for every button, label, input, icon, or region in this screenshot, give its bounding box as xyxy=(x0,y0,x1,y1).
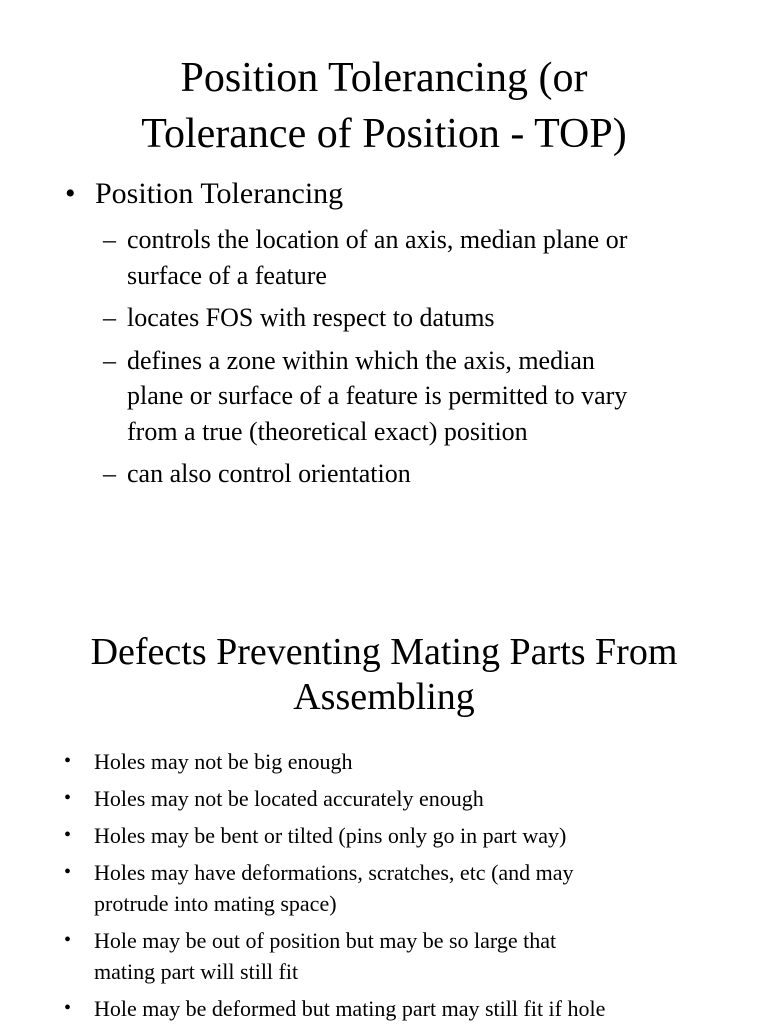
list-item xyxy=(64,820,724,851)
sub-bullet-item xyxy=(103,300,723,336)
title-line: Defects Preventing Mating Parts From xyxy=(90,631,678,673)
title-line: Position Tolerancing (or xyxy=(180,55,588,101)
sub-bullet-line: plane or surface of a feature is permitted to vary xyxy=(127,381,628,410)
list-item-line: Holes may have deformations, scratches, etc (and may xyxy=(94,860,574,885)
list-item-line: protrude into mating space) xyxy=(94,891,337,916)
sub-bullet-line: controls the location of an axis, median plane or xyxy=(127,225,628,254)
sub-bullet-item xyxy=(103,343,723,450)
sub-bullet-list xyxy=(103,222,723,499)
bullet-dot-icon: • xyxy=(64,997,72,1019)
bullet-dot-icon: • xyxy=(64,787,72,809)
slide-defects-preventing-mating xyxy=(0,600,768,1024)
sub-bullet-line: surface of a feature xyxy=(127,260,327,290)
list-item xyxy=(64,746,724,777)
slide-title xyxy=(0,50,768,162)
main-bullet-text: Position Tolerancing xyxy=(95,177,344,210)
sub-bullet-line: locates FOS with respect to datums xyxy=(127,303,495,332)
list-item xyxy=(64,993,724,1024)
bullet-dot-icon: • xyxy=(65,177,76,210)
list-item-line: mating part will still fit xyxy=(94,959,299,984)
title-line: Assembling xyxy=(293,676,475,718)
bullet-dot-icon: • xyxy=(64,861,72,883)
sub-bullet-item xyxy=(103,456,723,492)
list-item-line: Holes may be bent or tilted (pins only go in part way) xyxy=(94,823,567,848)
dash-icon: – xyxy=(103,345,116,375)
bullet-dot-icon: • xyxy=(64,929,72,951)
bullet-dot-icon: • xyxy=(64,824,72,846)
title-line: Tolerance of Position - TOP) xyxy=(141,111,627,157)
list-item-line: Holes may not be located accurately enough xyxy=(94,786,484,811)
dash-icon: – xyxy=(103,225,116,254)
list-item xyxy=(64,783,724,814)
list-item-line: Hole may be deformed but mating part may still fit if hole xyxy=(94,996,606,1021)
sub-bullet-item xyxy=(103,222,723,293)
sub-bullet-line: defines a zone within which the axis, median xyxy=(127,345,595,375)
bullet-dot-icon: • xyxy=(64,750,72,772)
list-item xyxy=(64,857,724,919)
sub-bullet-line: can also control orientation xyxy=(127,459,411,488)
defect-bullet-list xyxy=(64,746,724,1024)
dash-icon: – xyxy=(103,459,116,488)
sub-bullet-line: from a true (theoretical exact) position xyxy=(127,416,528,446)
list-item xyxy=(64,925,724,987)
slide-title xyxy=(0,630,768,720)
dash-icon: – xyxy=(103,303,116,332)
list-item-line: Hole may be out of position but may be so large that xyxy=(94,928,557,953)
list-item-line: Holes may not be big enough xyxy=(94,749,353,774)
